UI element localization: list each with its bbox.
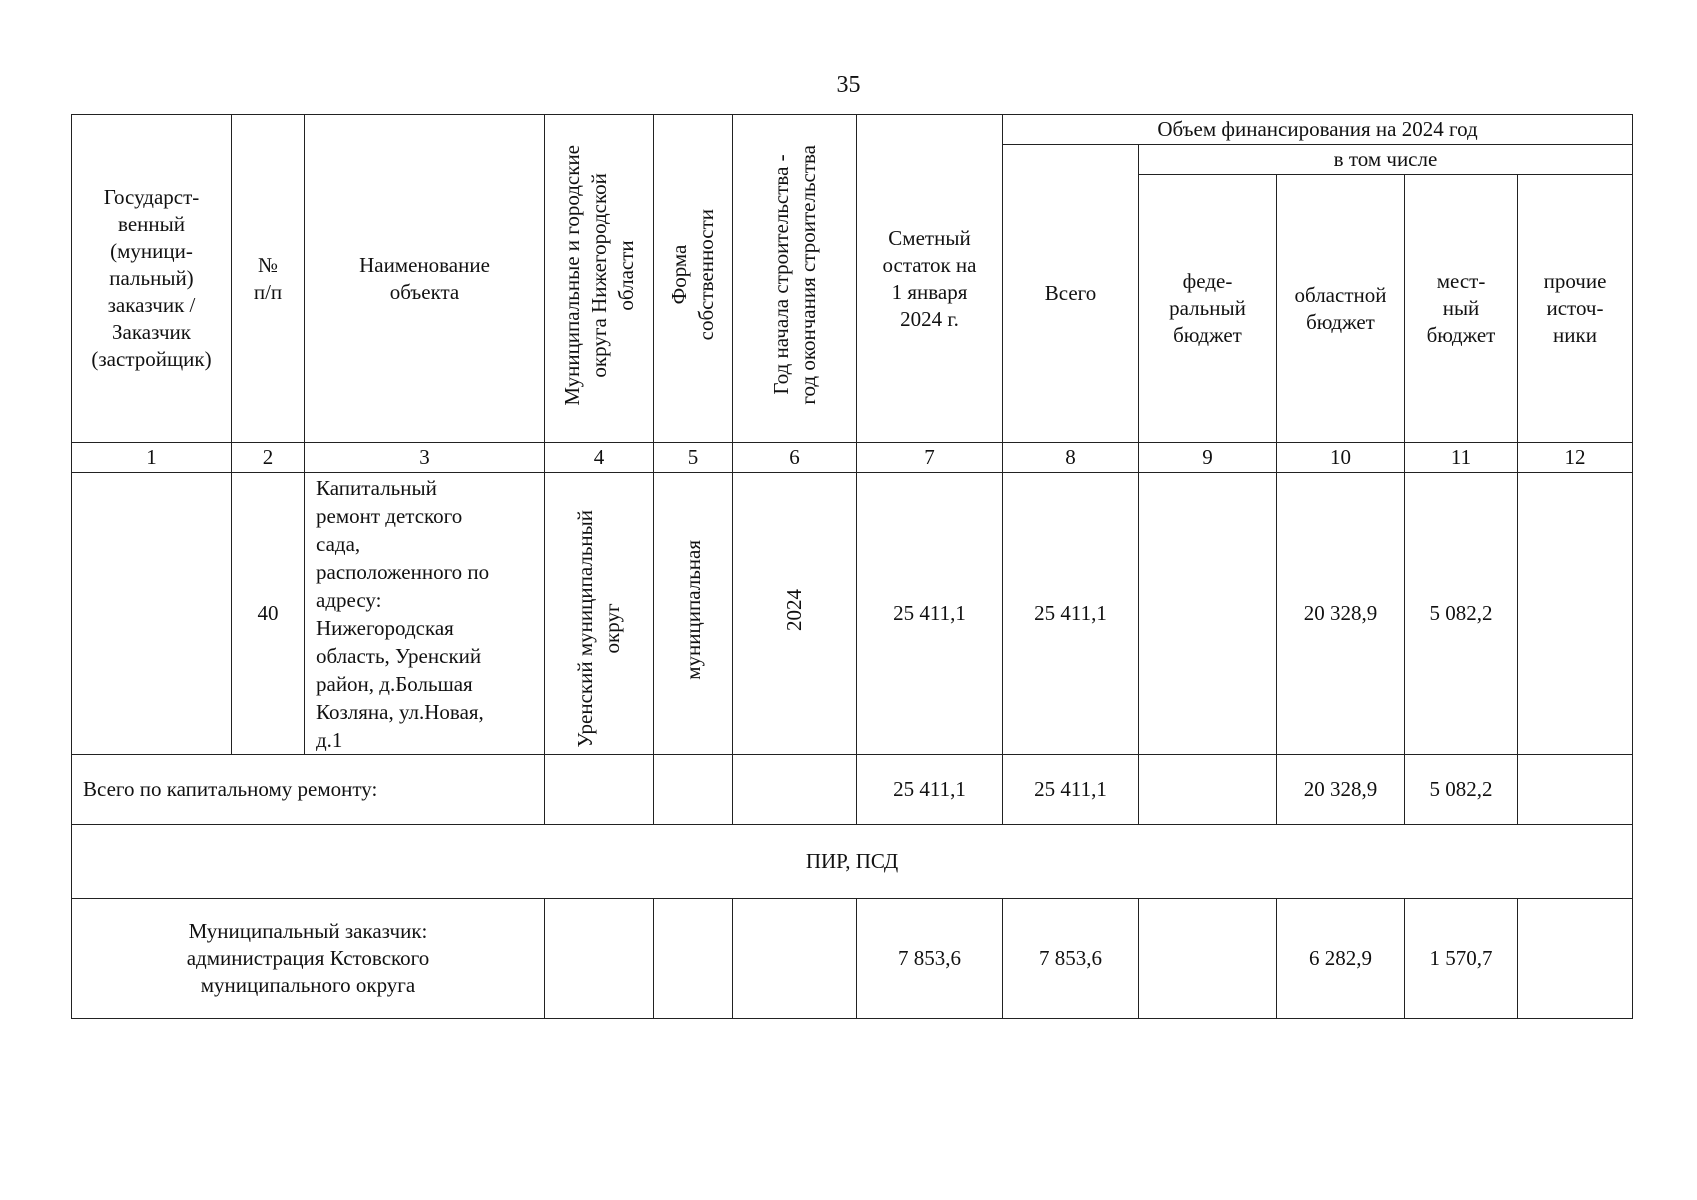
item-ownership-cell <box>654 473 733 755</box>
item-years: 2024 <box>782 589 806 631</box>
item-object-name: Капитальный ремонт детского сада, расположенного по адресу: Нижегородская область, Уренский район, д.Большая Козляна, ул.Новая, д.1 <box>305 473 545 755</box>
section-row <box>72 825 1633 899</box>
item-total: 25 411,1 <box>1003 473 1139 755</box>
column-number: 2 <box>232 443 305 473</box>
item-municipality-cell <box>545 473 654 755</box>
column-number: 12 <box>1518 443 1633 473</box>
header-regional: областной бюджет <box>1277 175 1405 443</box>
column-number: 6 <box>733 443 857 473</box>
customer-empty <box>654 899 733 1019</box>
table-row-item <box>72 473 1633 755</box>
total-empty <box>545 755 654 825</box>
item-other <box>1518 473 1633 755</box>
total-label: Всего по капитальному ремонту: <box>72 755 545 825</box>
header-municipality: Муниципальные и городские округа Нижегородской области <box>559 144 638 406</box>
customer-estimate-balance: 7 853,6 <box>857 899 1003 1019</box>
column-number: 9 <box>1139 443 1277 473</box>
column-number: 4 <box>545 443 654 473</box>
header-including: в том числе <box>1139 145 1633 175</box>
column-number: 8 <box>1003 443 1139 473</box>
header-federal: феде- ральный бюджет <box>1139 175 1277 443</box>
item-customer <box>72 473 232 755</box>
header-municipality-cell <box>545 115 654 443</box>
financing-table <box>71 114 1633 1019</box>
header-years: Год начала строительства - год окончания строительства <box>768 145 820 405</box>
customer-other <box>1518 899 1633 1019</box>
item-ownership: муниципальная <box>680 540 705 680</box>
total-other <box>1518 755 1633 825</box>
customer-local: 1 570,7 <box>1405 899 1518 1019</box>
customer-empty <box>545 899 654 1019</box>
item-regional: 20 328,9 <box>1277 473 1405 755</box>
customer-label: Муниципальный заказчик: администрация Кстовского муниципального округа <box>72 899 545 1019</box>
total-empty <box>654 755 733 825</box>
section-title: ПИР, ПСД <box>72 825 1633 899</box>
column-number: 7 <box>857 443 1003 473</box>
column-numbers-row <box>72 443 1633 473</box>
item-years-cell <box>733 473 857 755</box>
item-municipality: Уренский муниципальный округ <box>573 509 624 747</box>
total-estimate-balance: 25 411,1 <box>857 755 1003 825</box>
header-ownership: Форма собственности <box>667 209 718 341</box>
customer-total: 7 853,6 <box>1003 899 1139 1019</box>
table-row-total <box>72 755 1633 825</box>
column-number: 5 <box>654 443 733 473</box>
total-empty <box>733 755 857 825</box>
header-years-cell <box>733 115 857 443</box>
header-other: прочие источ- ники <box>1518 175 1633 443</box>
column-number: 1 <box>72 443 232 473</box>
customer-empty <box>733 899 857 1019</box>
page-number: 35 <box>836 72 861 98</box>
header-row-1 <box>72 115 1633 145</box>
header-financing-volume: Объем финансирования на 2024 год <box>1003 115 1633 145</box>
header-number: № п/п <box>232 115 305 443</box>
header-object-name: Наименование объекта <box>305 115 545 443</box>
item-estimate-balance: 25 411,1 <box>857 473 1003 755</box>
column-number: 10 <box>1277 443 1405 473</box>
header-ownership-cell <box>654 115 733 443</box>
item-federal <box>1139 473 1277 755</box>
total-regional: 20 328,9 <box>1277 755 1405 825</box>
column-number: 11 <box>1405 443 1518 473</box>
header-customer: Государст- венный (муници- пальный) заказчик / Заказчик (застройщик) <box>72 115 232 443</box>
customer-regional: 6 282,9 <box>1277 899 1405 1019</box>
header-estimate-balance: Сметный остаток на 1 января 2024 г. <box>857 115 1003 443</box>
item-number: 40 <box>232 473 305 755</box>
header-local: мест- ный бюджет <box>1405 175 1518 443</box>
customer-federal <box>1139 899 1277 1019</box>
column-number: 3 <box>305 443 545 473</box>
header-total: Всего <box>1003 145 1139 443</box>
item-local: 5 082,2 <box>1405 473 1518 755</box>
total-local: 5 082,2 <box>1405 755 1518 825</box>
table-row-customer <box>72 899 1633 1019</box>
total-federal <box>1139 755 1277 825</box>
total-total: 25 411,1 <box>1003 755 1139 825</box>
